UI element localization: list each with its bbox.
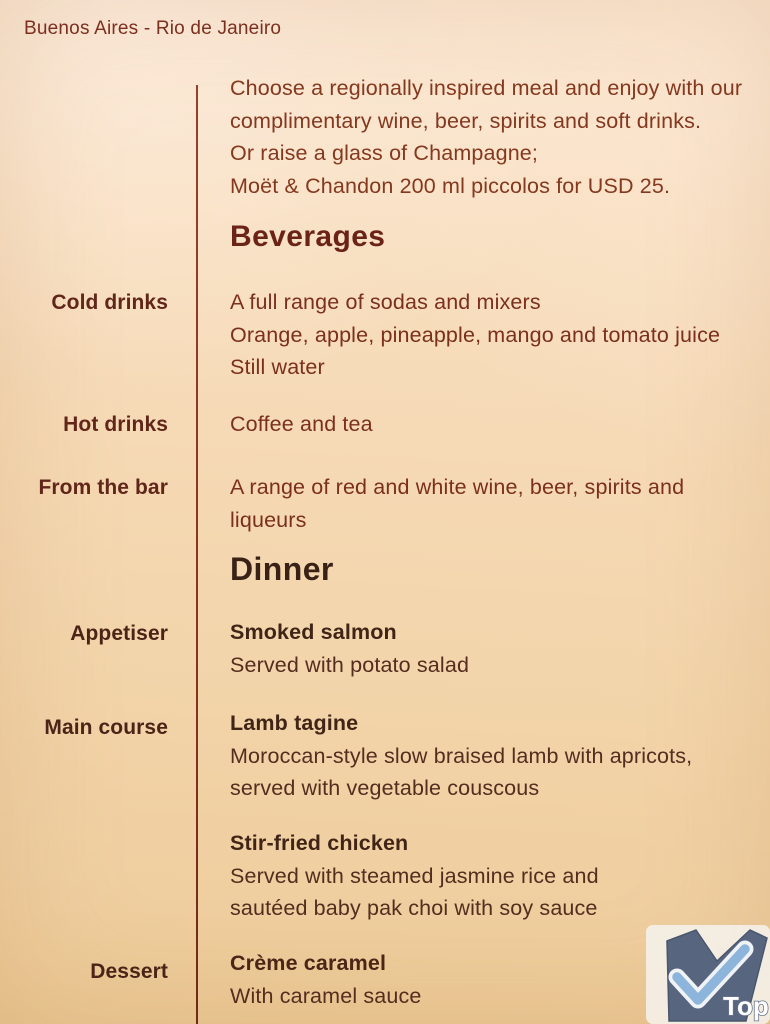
menu-line: Coffee and tea bbox=[230, 412, 373, 436]
dish-description: sautéed baby pak choi with soy sauce bbox=[230, 896, 598, 920]
main-course-chicken bbox=[230, 827, 750, 925]
dish-description: With caramel sauce bbox=[230, 983, 422, 1008]
dish-title: Smoked salmon bbox=[230, 620, 397, 644]
dish-description: served with vegetable couscous bbox=[230, 776, 540, 800]
row-label-main-course: Main course bbox=[44, 716, 168, 739]
route-title: Buenos Aires - Rio de Janeiro bbox=[24, 18, 282, 39]
watermark-logo bbox=[646, 925, 770, 1024]
main-course-lamb bbox=[230, 707, 750, 805]
row-label-dessert: Dessert bbox=[90, 960, 168, 983]
row-label-hot-drinks: Hot drinks bbox=[63, 413, 168, 436]
dinner-heading: Dinner bbox=[230, 551, 334, 587]
intro-line: Choose a regionally inspired meal and enjoy with our bbox=[230, 76, 743, 100]
row-label-cold-drinks: Cold drinks bbox=[51, 291, 168, 314]
dish-description: Moroccan-style slow braised lamb with apricots, bbox=[230, 743, 693, 768]
dish-description: Served with steamed jasmine rice and bbox=[230, 863, 599, 888]
hot-drinks-lines bbox=[230, 408, 750, 441]
watermark-label: Top bbox=[723, 991, 769, 1021]
divider-line bbox=[196, 85, 198, 1024]
dish-description: Served with potato salad bbox=[230, 652, 470, 677]
beverages-heading: Beverages bbox=[230, 220, 386, 253]
dish-title: Stir-fried chicken bbox=[230, 831, 409, 855]
intro-paragraph bbox=[230, 72, 750, 202]
row-label-appetiser: Appetiser bbox=[70, 622, 168, 645]
row-label-from-the-bar: From the bar bbox=[38, 476, 168, 499]
menu-line: A range of red and white wine, beer, spirits and liqueurs bbox=[230, 475, 685, 532]
menu-line: Orange, apple, pineapple, mango and tomato juice bbox=[230, 322, 721, 347]
dish-title: Crème caramel bbox=[230, 951, 387, 975]
intro-line: Moët & Chandon 200 ml piccolos for USD 25. bbox=[230, 173, 671, 198]
menu-line: A full range of sodas and mixers bbox=[230, 290, 541, 314]
cold-drinks-lines bbox=[230, 286, 750, 384]
menu-line: Still water bbox=[230, 355, 325, 379]
from-the-bar-lines bbox=[230, 471, 750, 536]
intro-line: complimentary wine, beer, spirits and soft drinks. bbox=[230, 108, 702, 133]
intro-line: Or raise a glass of Champagne; bbox=[230, 141, 539, 165]
dish-title: Lamb tagine bbox=[230, 711, 359, 735]
appetiser-course bbox=[230, 616, 750, 681]
